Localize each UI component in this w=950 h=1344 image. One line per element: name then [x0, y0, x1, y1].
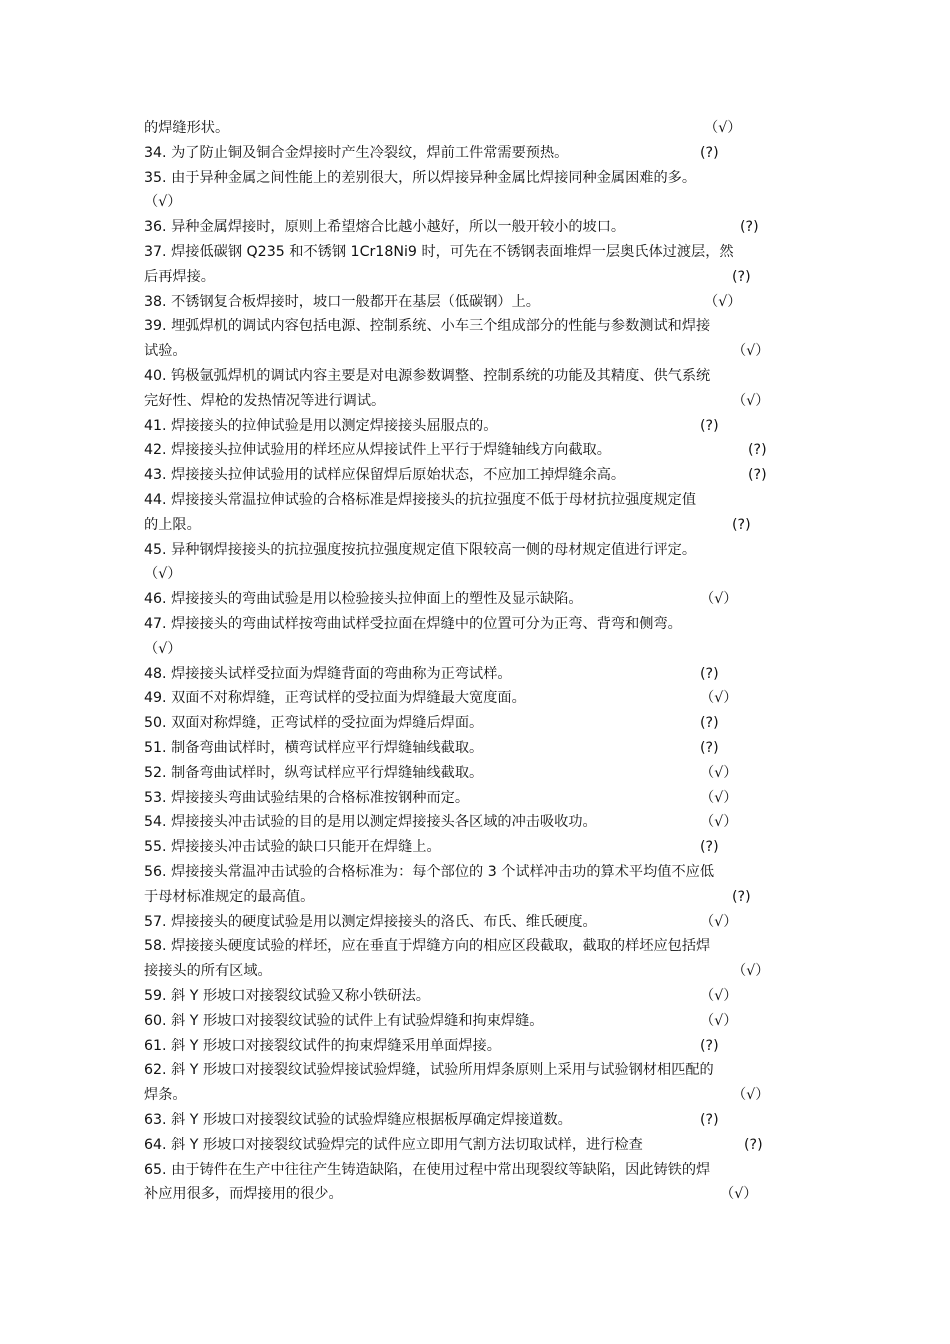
text-line — [144, 314, 814, 339]
line-text: 61. 斜 Y 形坡口对接裂纹试件的拘束焊缝采用单面焊接。 — [144, 1037, 501, 1054]
text-line — [144, 240, 814, 265]
text-line — [144, 463, 814, 488]
line-text: 60. 斜 Y 形坡口对接裂纹试验的试件上有试验焊缝和拘束焊缝。 — [144, 1012, 544, 1029]
answer-mark: (?) — [732, 888, 751, 905]
answer-mark: （√） — [700, 764, 738, 781]
line-text: 65. 由于铸件在生产中往往产生铸造缺陷，在使用过程中常出现裂纹等缺陷，因此铸铁的焊 — [144, 1161, 711, 1178]
answer-mark: （√） — [700, 690, 738, 707]
line-text: 44. 焊接接头常温拉伸试验的合格标准是焊接接头的抗拉强度不低于母材抗拉强度规定值 — [144, 492, 697, 508]
answer-mark: （√） — [720, 1186, 758, 1203]
text-line — [144, 1108, 814, 1133]
line-text: 补应用很多，而焊接用的很少。 — [144, 1186, 343, 1203]
line-text: 47. 焊接接头的弯曲试样按弯曲试样受拉面在焊缝中的位置可分为正弯、背弯和侧弯。 — [144, 616, 682, 632]
line-text: 于母材标准规定的最高值。 — [144, 888, 315, 905]
text-line — [144, 1133, 814, 1158]
text-line — [144, 1158, 814, 1183]
text-line — [144, 1034, 814, 1059]
line-text: 39. 埋弧焊机的调试内容包括电源、控制系统、小车三个组成部分的性能与参数测试和焊接 — [144, 318, 711, 335]
line-text: 焊条。 — [144, 1087, 187, 1104]
answer-mark: (?) — [700, 1037, 719, 1054]
answer-mark: （√） — [144, 566, 182, 583]
line-text: 的焊缝形状。 — [144, 120, 230, 136]
answer-mark: （√） — [700, 988, 738, 1004]
text-line — [144, 190, 814, 215]
text-line — [144, 934, 814, 959]
text-line — [144, 364, 814, 389]
text-line — [144, 215, 814, 240]
text-line — [144, 686, 814, 711]
line-text: 37. 焊接低碳钢 Q235 和不锈钢 1Cr18Ni9 时，可先在不锈钢表面堆焊一层奥氏体过渡层，然 — [144, 244, 734, 260]
answer-mark: (?) — [744, 1136, 763, 1153]
text-line — [144, 711, 814, 736]
text-line — [144, 290, 814, 315]
line-text: 55. 焊接接头冲击试验的缺口只能开在焊缝上。 — [144, 839, 441, 856]
line-text: 34. 为了防止铜及铜合金焊接时产生冷裂纹，焊前工件常需要预热。 — [144, 144, 569, 161]
line-text: 36. 异种金属焊接时，原则上希望熔合比越小越好，所以一般开较小的坡口。 — [144, 219, 626, 236]
answer-mark: (?) — [748, 442, 767, 459]
text-line — [144, 637, 814, 662]
text-line — [144, 736, 814, 761]
text-line — [144, 166, 814, 191]
answer-mark: （√） — [700, 591, 738, 608]
text-line — [144, 1182, 814, 1207]
text-line — [144, 488, 814, 513]
answer-mark: （√） — [732, 963, 770, 980]
text-line — [144, 1058, 814, 1083]
answer-mark: （√） — [144, 640, 182, 657]
line-text: 试验。 — [144, 343, 187, 360]
line-text: 35. 由于异种金属之间性能上的差别很大，所以焊接异种金属比焊接同种金属困难的多。 — [144, 169, 697, 186]
text-line — [144, 612, 814, 637]
text-line — [144, 959, 814, 984]
line-text: 38. 不锈钢复合板焊接时，坡口一般都开在基层（低碳钢）上。 — [144, 293, 540, 310]
text-line — [144, 761, 814, 786]
text-line — [144, 810, 814, 835]
text-line — [144, 389, 814, 414]
line-text: 45. 异种钢焊接接头的抗拉强度按抗拉强度规定值下限较高一侧的母材规定值进行评定。 — [144, 541, 697, 558]
text-line — [144, 562, 814, 587]
answer-mark: (?) — [700, 417, 719, 434]
text-line — [144, 885, 814, 910]
answer-mark: （√） — [700, 814, 738, 831]
line-text: 54. 焊接接头冲击试验的目的是用以测定焊接接头各区域的冲击吸收功。 — [144, 814, 597, 831]
line-text: 46. 焊接接头的弯曲试验是用以检验接头拉伸面上的塑性及显示缺陷。 — [144, 591, 583, 608]
text-line — [144, 414, 814, 439]
answer-mark: （√） — [704, 120, 742, 136]
text-line — [144, 538, 814, 563]
answer-mark: (?) — [700, 715, 719, 732]
answer-mark: (?) — [732, 268, 751, 285]
line-text: 40. 钨极氩弧焊机的调试内容主要是对电源参数调整、控制系统的功能及其精度、供气系统 — [144, 368, 711, 384]
answer-mark: （√） — [732, 392, 770, 409]
answer-mark: （√） — [732, 1087, 770, 1104]
text-line — [144, 265, 814, 290]
line-text: 57. 焊接接头的硬度试验是用以测定焊接接头的洛氏、布氏、维氏硬度。 — [144, 913, 597, 930]
line-text: 43. 焊接接头拉伸试验用的试样应保留焊后原始状态，不应加工掉焊缝余高。 — [144, 467, 626, 484]
line-text: 58. 焊接接头硬度试验的样坯，应在垂直于焊缝方向的相应区段截取，截取的样坯应包括焊 — [144, 938, 711, 955]
text-line — [144, 1009, 814, 1034]
text-line — [144, 116, 814, 141]
line-text: 62. 斜 Y 形坡口对接裂纹试验焊接试验焊缝，试验所用焊条原则上采用与试验钢材相匹配的 — [144, 1062, 714, 1079]
answer-mark: (?) — [732, 516, 751, 533]
line-text: 42. 焊接接头拉伸试验用的样坯应从焊接试件上平行于焊缝轴线方向截取。 — [144, 442, 611, 459]
answer-mark: (?) — [740, 219, 759, 236]
answer-mark: (?) — [700, 144, 719, 161]
text-line — [144, 860, 814, 885]
line-text: 48. 焊接接头试样受拉面为焊缝背面的弯曲称为正弯试样。 — [144, 665, 512, 682]
line-text: 49. 双面不对称焊缝，正弯试样的受拉面为焊缝最大宽度面。 — [144, 690, 526, 707]
line-text: 完好性、焊枪的发热情况等进行调试。 — [144, 392, 386, 409]
answer-mark: (?) — [748, 467, 767, 484]
line-text: 41. 焊接接头的拉伸试验是用以测定焊接接头屈服点的。 — [144, 417, 498, 434]
line-text: 64. 斜 Y 形坡口对接裂纹试验焊完的试件应立即用气割方法切取试样，进行检查 — [144, 1136, 643, 1153]
answer-mark: （√） — [144, 194, 182, 211]
answer-mark: (?) — [700, 839, 719, 856]
text-line — [144, 984, 814, 1009]
text-line — [144, 587, 814, 612]
text-line — [144, 662, 814, 687]
answer-mark: （√） — [700, 1012, 738, 1029]
line-text: 56. 焊接接头常温冲击试验的合格标准为：每个部位的 3 个试样冲击功的算术平均值不应低 — [144, 864, 715, 880]
line-text: 51. 制备弯曲试样时，横弯试样应平行焊缝轴线截取。 — [144, 740, 484, 756]
line-text: 后再焊接。 — [144, 268, 215, 285]
answer-mark: （√） — [700, 789, 738, 806]
answer-mark: （√） — [732, 343, 770, 360]
line-text: 的上限。 — [144, 516, 201, 533]
line-text: 接接头的所有区域。 — [144, 963, 272, 980]
line-text: 59. 斜 Y 形坡口对接裂纹试验又称小铁研法。 — [144, 988, 430, 1004]
text-line — [144, 438, 814, 463]
line-text: 63. 斜 Y 形坡口对接裂纹试验的试验焊缝应根据板厚确定焊接道数。 — [144, 1112, 572, 1128]
answer-mark: （√） — [700, 913, 738, 930]
text-line — [144, 1083, 814, 1108]
answer-mark: (?) — [700, 740, 719, 756]
answer-mark: （√） — [704, 293, 742, 310]
answer-mark: (?) — [700, 1112, 719, 1128]
text-line — [144, 910, 814, 935]
text-line — [144, 513, 814, 538]
text-line — [144, 835, 814, 860]
line-text: 53. 焊接接头弯曲试验结果的合格标准按钢种而定。 — [144, 789, 470, 806]
line-text: 50. 双面对称焊缝，正弯试样的受拉面为焊缝后焊面。 — [144, 715, 484, 732]
line-text: 52. 制备弯曲试样时，纵弯试样应平行焊缝轴线截取。 — [144, 764, 484, 781]
text-line — [144, 339, 814, 364]
text-line — [144, 786, 814, 811]
answer-mark: (?) — [700, 665, 719, 682]
text-line — [144, 141, 814, 166]
